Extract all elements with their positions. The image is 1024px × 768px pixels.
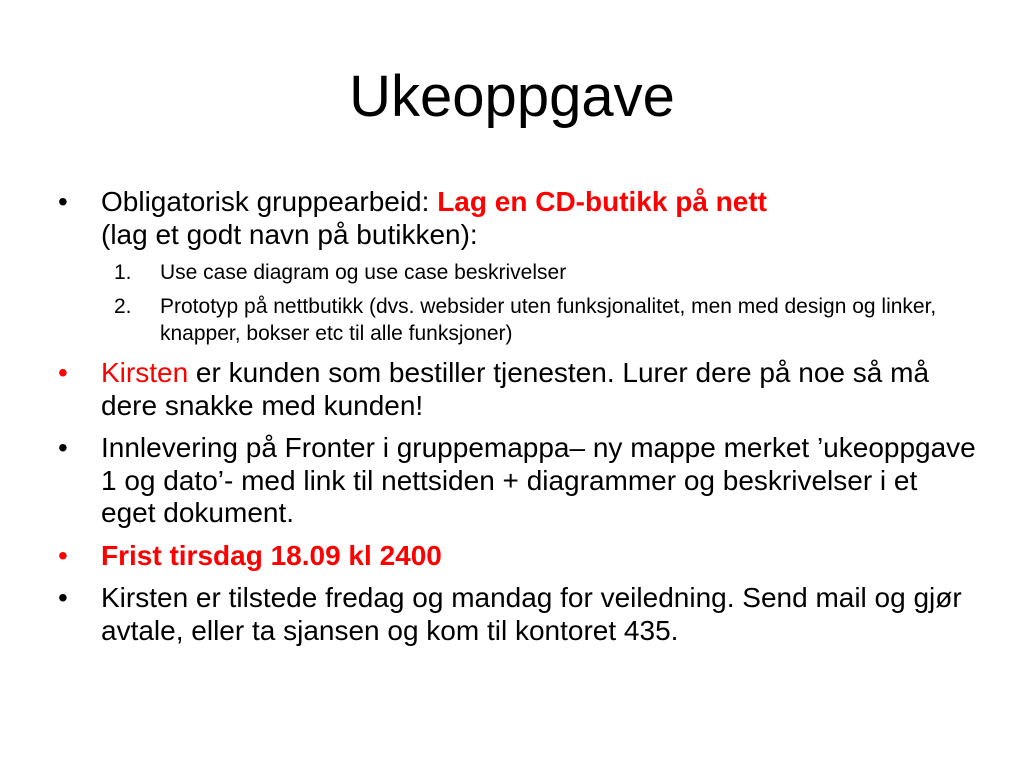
bullet-marker: • bbox=[58, 432, 68, 463]
bullet-guidance bbox=[58, 582, 978, 647]
bullet-marker: • bbox=[58, 539, 68, 571]
subitem-number: 2. bbox=[114, 295, 132, 318]
bullet-marker: • bbox=[58, 357, 68, 388]
subitem-text: Use case diagram og use case beskrivelser bbox=[160, 261, 567, 284]
customer-text: er kunden som bestiller tjenesten. Lurer dere på noe så må dere snakke med kunden! bbox=[101, 357, 930, 421]
assignment-intro: Obligatorisk gruppearbeid: bbox=[101, 186, 438, 217]
deadline-text: Frist tirsdag 18.09 kl 2400 bbox=[101, 539, 442, 571]
submission-text: Innlevering på Fronter i gruppemappa– ny mappe merket ’ukeoppgave 1 og dato’- med link til nettsiden + diagrammer og beskrivelser i et eget dokument. bbox=[101, 432, 976, 528]
bullet-deadline bbox=[58, 540, 978, 573]
subitem-use-case bbox=[114, 259, 978, 286]
slide-title: Ukeoppgave bbox=[349, 64, 675, 129]
customer-name: Kirsten bbox=[101, 357, 189, 388]
assignment-note: (lag et godt navn på butikken): bbox=[101, 218, 478, 250]
assignment-highlight: Lag en CD-butikk på nett bbox=[437, 186, 767, 217]
bullet-assignment bbox=[58, 186, 978, 347]
bullet-marker: • bbox=[58, 186, 68, 217]
bullet-submission bbox=[58, 432, 978, 530]
bullet-marker: • bbox=[58, 582, 68, 613]
bullet-list bbox=[58, 186, 978, 657]
guidance-text: Kirsten er tilstede fredag og mandag for veiledning. Send mail og gjør avtale, eller ta sjansen og kom til kontoret 435. bbox=[101, 582, 962, 646]
subitem-number: 1. bbox=[114, 261, 132, 284]
assignment-subitems bbox=[101, 259, 978, 347]
subitem-prototype bbox=[114, 293, 978, 347]
bullet-customer bbox=[58, 357, 978, 422]
subitem-text: Prototyp på nettbutikk (dvs. websider uten funksjonalitet, men med design og linker, knapper, bokser etc til alle funksjoner) bbox=[160, 295, 937, 345]
